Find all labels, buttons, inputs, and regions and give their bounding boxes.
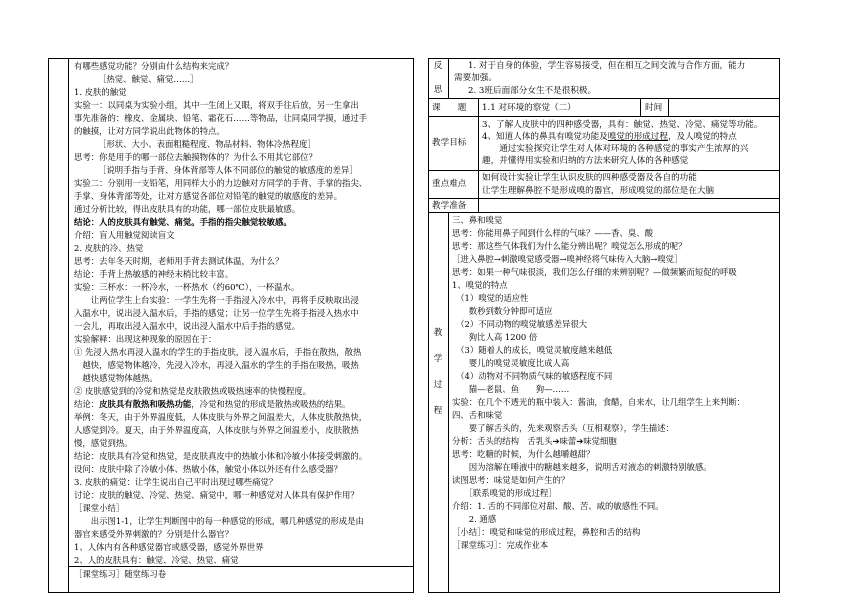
- reflection-line: 2. 3班后面部分女生不是很积极。: [468, 86, 597, 96]
- right-time-divider: [668, 98, 669, 117]
- left-table-right-border: [413, 58, 414, 593]
- left-line: 越快，感觉物体越冷，先浸入冷水，再浸入温水的学生的手指在吸热，吸热: [74, 360, 359, 370]
- left-line: 2. 皮肤的冷、热觉: [74, 243, 144, 253]
- right-table-left-border: [428, 58, 429, 593]
- process-line: 思考：那这些气体我们为什么能分辨出呢？嗅觉怎么形成的呢？: [452, 241, 687, 251]
- reflection-line: 需要加强。: [454, 73, 497, 83]
- process-line: 婴儿的嗅觉灵敏度比成人高: [452, 358, 570, 368]
- left-line: 慢，感觉到热。: [74, 438, 133, 448]
- process-line: 三、鼻和嗅觉: [452, 215, 503, 225]
- right-time-divider: [640, 98, 641, 117]
- left-line: 1、人体内有各种感觉器官或感受器，感觉外界世界: [74, 542, 264, 552]
- topic-label: 课 题: [432, 103, 467, 113]
- right-table-right-border: [779, 58, 780, 593]
- right-reflection-divider: [448, 58, 449, 99]
- right-table-bottom-border: [428, 592, 780, 593]
- left-table-left-border: [48, 58, 49, 593]
- left-line: 1. 皮肤的触觉: [74, 87, 127, 97]
- left-line: 实验解释：出现这种现象的原因在于：: [74, 334, 217, 344]
- process-line: ［进入鼻腔→刺激嗅觉感受器→嗅神经将气味传入大脑→嗅觉］: [452, 254, 683, 264]
- left-line: 一会儿，再取出浸入温水中，说出浸入温水中后手指的感觉。: [74, 321, 301, 331]
- left-line: 思考：去年冬天时期，老师用手背去测试体温，为什么？: [74, 256, 284, 266]
- left-line: ［课堂小结］: [74, 503, 125, 513]
- left-line-bold: 结论：人的皮肤具有触觉、痛觉。手指的指尖触觉较敏感。: [74, 217, 292, 227]
- left-line: 手掌、身体背部等处，让对方感觉各部位对铅笔的触觉的敏感度的差异。: [74, 191, 342, 201]
- process-line: 要了解舌头的，先来观察舌头（互相观察），学生描述：: [452, 423, 674, 433]
- left-line: 举例：冬天，由于外界温度低，人体皮肤与外界之间温差大，人体皮肤散热快，: [74, 412, 368, 422]
- left-line: 介绍：盲人用触觉阅读盲文: [74, 230, 175, 240]
- reflection-line: 1. 对于自身的体验，学生容易接受，但在相互之间交流与合作方面，能力: [468, 61, 746, 71]
- left-line: 实验：三杯水：一杯冷水，一杯热水（约60℃），一杯温水。: [74, 282, 300, 292]
- right-row-divider: [428, 98, 780, 99]
- goal-line: 4、知道人体的鼻具有嗅觉功能及嗅觉的形成过程，及人嗅觉的特点: [482, 132, 737, 142]
- process-line: 介绍：1. 舌的不同部位对甜、酸、苦、咸的敏感性不同。: [452, 501, 664, 511]
- process-line: ［联系嗅觉的形成过程］: [452, 488, 557, 498]
- left-line: 越快感觉物体越热。: [74, 373, 158, 383]
- left-line: 2、人的皮肤具有：触觉、冷觉、热觉、痛觉: [74, 555, 239, 565]
- right-row-divider: [428, 198, 780, 199]
- left-line: 结论：皮肤具有散热和吸热功能，冷觉和热觉的形成是散热或吸热的结果。: [74, 399, 351, 409]
- process-line: 思考：如果一种气味很淡，我们怎么仔细的来辨别呢？—做频繁而短促的呼吸: [452, 267, 737, 277]
- key-label: 重点难点: [432, 179, 467, 189]
- left-line: 实验二：分别用一支铅笔，用同样大小的力边触对方同学的手背、手掌的指尖、: [74, 178, 368, 188]
- topic-value: 1.1 对环境的察觉（二）: [482, 103, 576, 113]
- process-line: 2. 通感: [452, 514, 497, 524]
- right-process-divider: [448, 212, 449, 593]
- process-label: 教 学 过 程: [433, 328, 443, 416]
- goal-line: 趣，并懂得用实验和归纳的方法来研究人体的各种感觉: [482, 156, 689, 166]
- process-line: 数秒到数分钟即可适应: [452, 306, 553, 316]
- goal-line: 通过实验探究让学生对人体对环境的各种感觉的事实产生浓厚的兴: [482, 144, 749, 154]
- left-line: 实验一：以同桌为实验小组，其中一生闭上又眼，将双手往后放，另一生拿出: [74, 100, 359, 110]
- left-line: 器官来感受外界刺激的？分别是什么器官？: [74, 529, 234, 539]
- left-line: ［形状、大小、表面粗糙程度、物品材料、物体冷热程度］: [98, 139, 316, 149]
- process-line: （3）随着人的成长，嗅觉灵敏度越来越低: [452, 345, 613, 355]
- left-table-bottom-border: [48, 592, 414, 593]
- right-row-divider: [428, 212, 780, 213]
- left-line: ② 皮肤感觉到的冷觉和热觉是皮肤散热或吸热速率的快慢程度。: [74, 386, 312, 396]
- left-line: 结论：皮肤具有冷觉和热觉，是皮肤真皮中的热敏小体和冷敏小体接受刺激的。: [74, 451, 368, 461]
- prep-label: 教学准备: [432, 201, 467, 211]
- process-line: 因为溶解在唾液中的糖越来越多，说明舌对液态的刺激特别敏感。: [452, 462, 712, 472]
- process-line: （2）不同动物的嗅觉敏感差异很大: [452, 319, 588, 329]
- left-line: ① 先浸入热水再浸入温水的学生的手指皮肤，浸入温水后，手指在散热，散热: [74, 347, 362, 357]
- process-line: （4）动物对不同物质气味的敏感程度不同: [452, 371, 613, 381]
- process-line: 分析：舌头的结构 舌乳头➔味蕾➔味觉细胞: [452, 436, 617, 446]
- left-line: 有哪些感觉功能？分别由什么结构来完成？: [74, 61, 234, 71]
- left-line: ［课堂练习］随堂练习卷: [74, 569, 167, 579]
- process-line: ［课堂练习］：完成作业本: [452, 540, 549, 550]
- left-line: 事先准备的：橡皮、金属块、铅笔、霜花石……等物品，让同桌同学摸，通过手: [74, 113, 368, 123]
- right-label-divider: [478, 98, 479, 213]
- key-line: 如何设计实验让学生认识皮肤的四种感受器及各自的功能: [482, 173, 697, 183]
- left-line: ［热觉、触觉、痛觉……］: [98, 74, 199, 84]
- right-table-top-border: [428, 58, 780, 59]
- process-line: 思考：你能用鼻子闻到什么样的气味？——香、臭、酸: [452, 228, 653, 238]
- left-table-column-divider: [68, 58, 69, 593]
- left-line: 设问：皮肤中除了冷敏小体、热敏小体，触觉小体以外还有什么感受器？: [74, 464, 342, 474]
- left-line: 3. 皮肤的痛觉：让学生说出自己平时出现过哪些痛觉？: [74, 477, 278, 487]
- process-line: 读图思考：味觉是如何产生的？: [452, 475, 570, 485]
- goal-line: 3、了解人皮肤中的四种感受器，具有：触觉、热觉、冷觉、痛觉等功能。: [482, 120, 763, 130]
- left-exercise-divider: [68, 566, 414, 567]
- left-table-top-border: [48, 58, 414, 59]
- left-line: 结论：手背上热敏感的神经末梢比较丰富。: [74, 269, 234, 279]
- process-line: 四、舌和味觉: [452, 410, 503, 420]
- left-line: 出示图1-1，让学生判断图中的每一种感觉的形成，哪几种感觉的形成是由: [74, 516, 364, 526]
- right-row-divider: [428, 116, 780, 117]
- key-line: 让学生理解鼻腔不是形成嗅的器官，形成嗅觉的部位是在大脑: [482, 186, 715, 196]
- process-line: 实验：在几个不透光的瓶中装入：酱油，食醋，自来水，让几组学生上来判断：: [452, 397, 746, 407]
- left-line: 通过分析比较，得出皮肤具有的功能，哪一部位皮肤最敏感。: [74, 204, 301, 214]
- process-line: （1）嗅觉的适应性: [452, 293, 529, 303]
- left-line: 人感觉到冷。夏天，由于外界温度高，人体皮肤与外界之间温差小，皮肤散热: [74, 425, 359, 435]
- left-line: 思考：你是用手的哪一部位去触摸物体的？为什么不用其它部位？: [74, 152, 317, 162]
- process-line: 思考：吃糖的时候，为什么越嚼越甜？: [452, 449, 595, 459]
- reflection-label: 反 思: [433, 61, 443, 95]
- left-line: 讨论：皮肤的触觉、冷觉、热觉、痛觉中，哪一种感觉对人体具有保护作用？: [74, 490, 359, 500]
- left-line: ［说明手指与手背、身体背部等人体不同部位的触觉的敏感度的差异］: [98, 165, 358, 175]
- left-line: 的触摸，让对方同学说出此物体的特点。: [74, 126, 225, 136]
- goals-label: 教学目标: [432, 138, 467, 148]
- left-line: 入温水中，说出浸入温水后，手指的感觉；让另一位学生先将手指浸入热水中: [74, 308, 359, 318]
- time-label: 时间: [645, 103, 663, 113]
- process-line: ［小结］：嗅觉和味觉的形成过程，鼻腔和舌的结构: [452, 527, 641, 537]
- process-line: 猫—老鼠、鱼 狗—……: [452, 384, 570, 394]
- process-line: 1、嗅觉的特点: [452, 280, 508, 290]
- process-line: 狗比人高 1200 倍: [452, 332, 538, 342]
- left-line: 让两位学生上台实验：一学生先将一手指浸入冷水中，再将手反映取出浸: [74, 295, 359, 305]
- right-row-divider: [428, 170, 780, 171]
